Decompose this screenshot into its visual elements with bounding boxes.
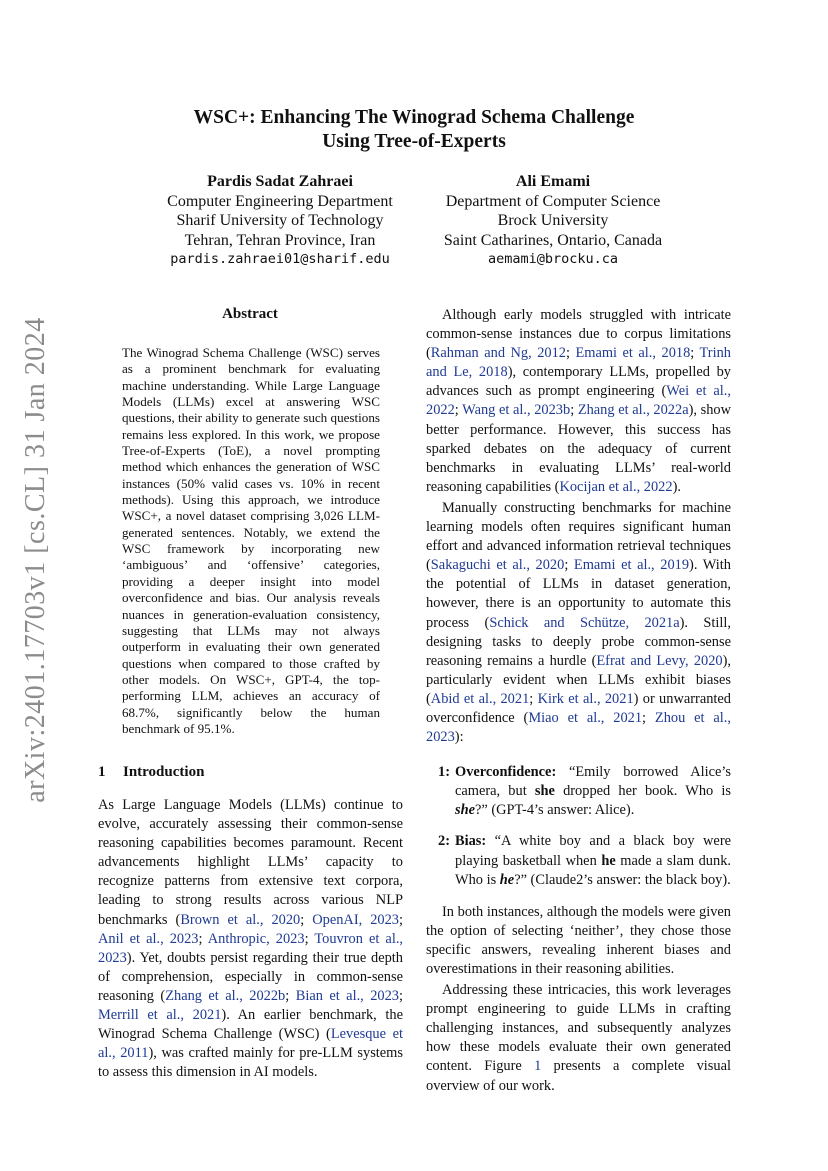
example-text: “Emily borrowed Alice’s camera, but [455, 764, 731, 800]
author-name: Ali Emami [515, 173, 591, 190]
body-text: ) or unwarranted overconfidence ( [426, 690, 731, 726]
example-text: ?” (GPT-4’s answer: Alice). [475, 802, 635, 819]
citation-link[interactable]: Touvron et al., 2023 [98, 930, 404, 966]
body-text: As Large Language Models (LLMs) continue to evolve, accurately assessing their common-sense reasoning capabilities becomes paramount. Recent advancements highlight LLMs’ capacity to recognize patterns from extensive text corpora, leading to strong results across various NLP benchmarks ( [98, 797, 403, 928]
citation-link[interactable]: Zhou et al., 2023 [426, 709, 731, 746]
citation-link[interactable]: Rahman and Ng, 2012 [430, 345, 566, 362]
body-text: ; [570, 402, 578, 419]
intro-paragraph-5 [426, 981, 731, 1096]
body-text: ; [285, 987, 296, 1004]
citation-link[interactable]: Kirk et al., 2021 [537, 690, 634, 707]
author-block-1 [130, 172, 430, 270]
body-text: ). Still, designing tasks to deeply probe common-sense reasoning remains a hurdle ( [426, 614, 731, 669]
right-column [426, 306, 731, 1096]
example-text: ?” (Claude2’s answer: the black boy). [514, 871, 731, 888]
author-email[interactable]: aemami@brocku.ca [487, 251, 619, 267]
citation-link[interactable]: Trinh and Le, 2018 [426, 345, 731, 381]
arxiv-identifier-text: arXiv:2401.17703v1 [cs.CL] 31 Jan 2024 [20, 317, 52, 803]
abstract-text: The Winograd Schema Challenge (WSC) serves as a prominent benchmark for evaluating machine understanding. While Large Language Models (LLMs) excel at answering WSC questions, their ability to generate such questions remains less explored. In this work, we propose Tree-of-Experts (ToE), a novel prompting method which enhances the generation of WSC instances (50% valid cases vs. 10% in recent methods). Using this approach, we introduce WSC+, a novel dataset comprising 3,026 LLM-generated sentences. Notably, we extend the WSC framework by incorporating new ‘ambiguous’ and ‘offensive’ categories, providing a deeper insight into model overconfidence and bias. Our analysis reveals nuances in generation-evaluation consistency, suggesting that LLMs may not always outperform in evaluating their own generated questions when compared to those crafted by other models. On WSC+, GPT-4, the top-performing LLM, achieves an accuracy of 68.7%, significantly below the human benchmark of 95.1%. [122, 345, 380, 736]
author-institution: Brock University [497, 212, 609, 229]
body-text: ): [454, 729, 464, 746]
body-text: ), particularly evident when LLMs exhibit biases ( [426, 652, 732, 707]
author-location: Tehran, Tehran Province, Iran [184, 231, 376, 249]
body-text: ; [454, 402, 463, 419]
citation-link[interactable]: Anthropic, 2023 [207, 930, 305, 947]
citation-link[interactable]: Wang et al., 2023b [462, 402, 571, 419]
body-text: ). With the potential of LLMs in dataset generation, however, there is an opportunity to automate this process ( [426, 557, 731, 631]
example-text: “A white boy and a black boy were playing basketball when [455, 833, 731, 869]
section-heading-introduction [98, 764, 204, 781]
body-text: ), was crafted mainly for pre-LLM systems to assess this dimension in AI models. [98, 1045, 403, 1081]
citation-link[interactable]: Anil et al., 2023 [98, 930, 199, 947]
paper-title [0, 106, 828, 154]
section-number: 1 [98, 764, 106, 780]
figure-reference-link[interactable]: 1 [534, 1058, 542, 1075]
intro-paragraph-4: In both instances, although the models were given the option of selecting ‘neither’, they chose those specific answers, revealing inherent biases and overestimations in their reasoning abilities. [426, 903, 731, 977]
citation-link[interactable]: Brown et al., 2020 [180, 911, 301, 928]
citation-link[interactable]: Schick and Schütze, 2021a [489, 614, 680, 631]
body-text: ). [672, 478, 681, 495]
citation-link[interactable]: Merrill et al., 2021 [98, 1007, 222, 1024]
author-location: Saint Catharines, Ontario, Canada [443, 231, 663, 249]
author-block-2 [403, 172, 703, 270]
body-text: ; [304, 930, 315, 947]
body-text: ). Yet, doubts persist regarding their true depth of comprehension, especially in common-sense reasoning ( [98, 949, 403, 1004]
body-text: Addressing these intricacies, this work leverages prompt engineering to guide LLMs in crafting challenging instances, and subsequently analyzes how these models evaluate their own generated content. Figure [426, 982, 731, 1075]
author-institution: Sharif University of Technology [176, 212, 384, 229]
body-text: Although early models struggled with intricate common-sense instances due to corpus limitations ( [426, 307, 731, 362]
body-text: ), show better performance. However, this success has sparked debates on the adequacy of current benchmarks in evaluating LLMs’ real-world reasoning capabilities ( [426, 402, 731, 495]
body-text: ; [399, 987, 403, 1004]
body-text: Manually constructing benchmarks for machine learning models often requires significant human effort and advanced information retrieval techniques ( [426, 499, 731, 574]
body-text: ; [690, 345, 700, 362]
section-title: Introduction [123, 764, 205, 780]
example-pronoun-question: she [455, 802, 475, 819]
intro-paragraph-1 [98, 796, 403, 1082]
example-keyword: Bias: [455, 833, 487, 850]
citation-link[interactable]: Zhang et al., 2022b [165, 987, 286, 1004]
citation-link[interactable]: Efrat and Levy, 2020 [596, 652, 723, 669]
body-text: ; [565, 345, 576, 362]
paper-title-line-1: WSC+: Enhancing The Winograd Schema Challenge [193, 107, 635, 128]
body-text: ). An earlier benchmark, the Winograd Schema Challenge (WSC) ( [98, 1007, 403, 1043]
citation-link[interactable]: Wei et al., 2022 [426, 383, 731, 419]
citation-link[interactable]: Emami et al., 2019 [573, 557, 690, 574]
citation-link[interactable]: Kocijan et al., 2022 [559, 478, 673, 495]
body-text: ; [642, 709, 655, 726]
author-email[interactable]: pardis.zahraei01@sharif.edu [170, 251, 390, 267]
body-text: ; [529, 690, 538, 707]
author-department: Computer Engineering Department [167, 192, 393, 210]
citation-link[interactable]: Bian et al., 2023 [295, 987, 399, 1004]
body-text: presents a complete visual overview of our work. [426, 1058, 731, 1094]
author-department: Department of Computer Science [445, 192, 661, 210]
abstract-heading: Abstract [222, 306, 278, 322]
intro-paragraph-2 [426, 306, 731, 497]
example-keyword: Overconfidence: [455, 764, 557, 781]
citation-link[interactable]: Emami et al., 2018 [575, 345, 691, 362]
example-text: made a slam dunk. Who is [455, 852, 731, 888]
arxiv-identifier [6, 210, 66, 910]
example-text: dropped her book. Who is [554, 783, 732, 800]
example-label: 1: [438, 764, 450, 781]
example-pronoun: she [534, 783, 555, 800]
citation-link[interactable]: Levesque et al., 2011 [98, 1026, 403, 1062]
body-text: ; [564, 557, 574, 574]
citation-link[interactable]: Abid et al., 2021 [430, 690, 530, 707]
example-pronoun-question: he [499, 871, 515, 888]
citation-link[interactable]: OpenAI, 2023 [312, 911, 399, 928]
example-list [426, 763, 731, 890]
author-name: Pardis Sadat Zahraei [207, 173, 353, 190]
paper-title-line-2: Using Tree-of-Experts [322, 131, 506, 152]
example-label: 2: [438, 833, 450, 850]
body-text: ; [398, 911, 403, 928]
body-text: ; [198, 930, 208, 947]
intro-paragraph-3 [426, 499, 731, 747]
citation-link[interactable]: Zhang et al., 2022a [577, 402, 689, 419]
example-pronoun: he [601, 852, 616, 869]
example-item [426, 763, 731, 820]
citation-link[interactable]: Sakaguchi et al., 2020 [430, 557, 565, 574]
example-item [426, 832, 731, 889]
body-text: ; [300, 911, 313, 928]
citation-link[interactable]: Miao et al., 2021 [528, 709, 643, 726]
body-text: ), contemporary LLMs, propelled by advances such as prompt engineering ( [426, 364, 731, 400]
